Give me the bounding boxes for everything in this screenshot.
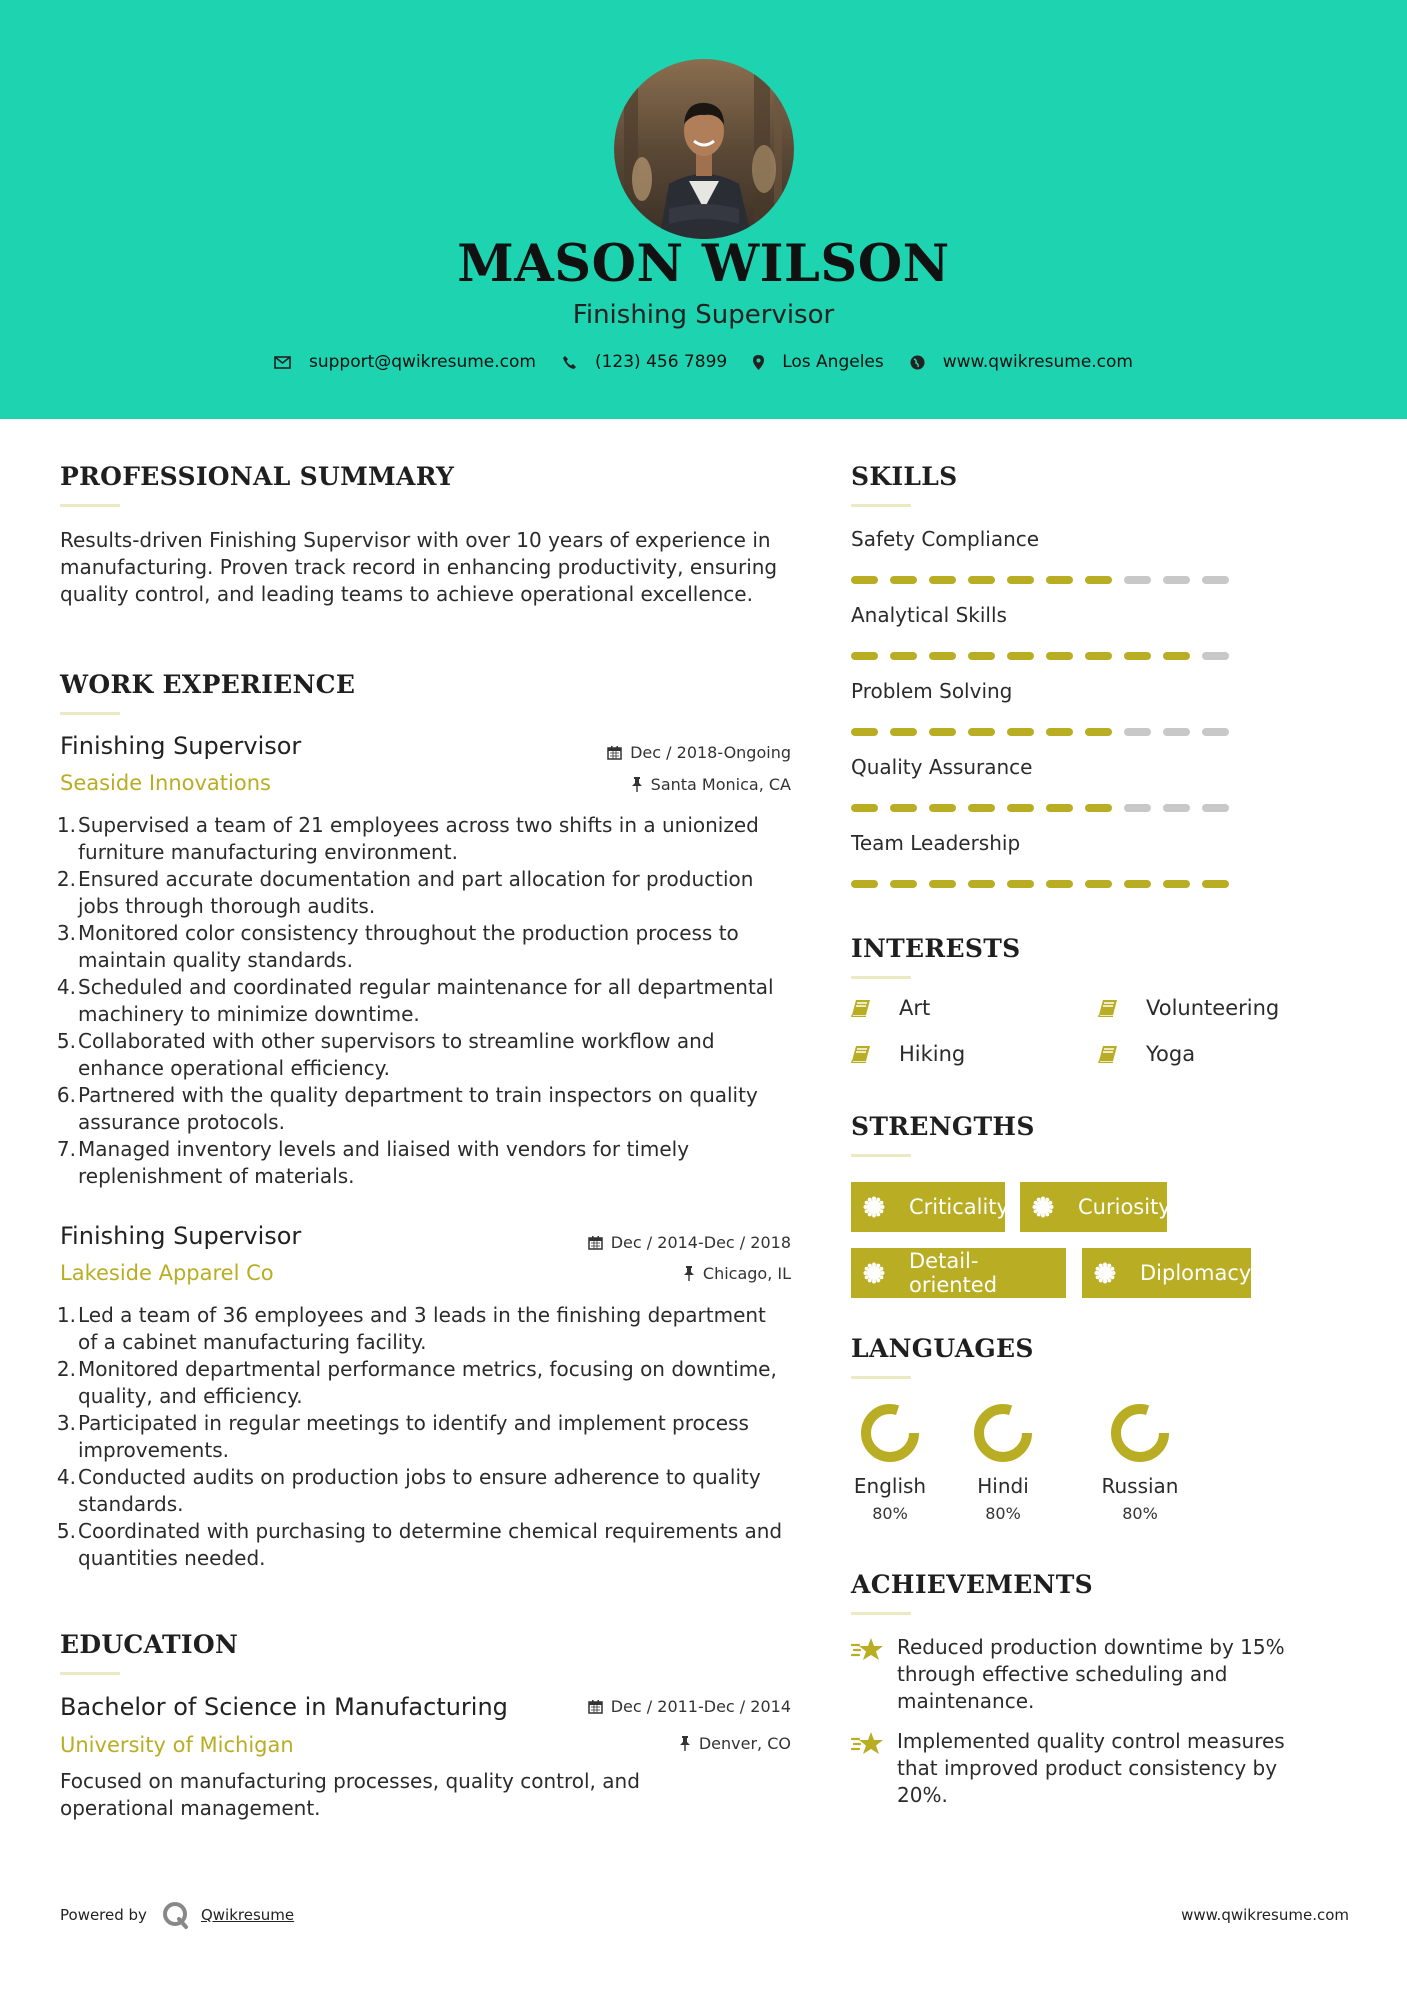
language-progress-ring — [830, 1402, 950, 1464]
job-1-company: Seaside Innovations — [60, 771, 271, 795]
powered-by-label: Powered by — [60, 1906, 147, 1924]
language-percent: 80% — [1122, 1504, 1158, 1523]
responsibility-text: Supervised a team of 21 employees across two shifts in a unionized furniture manufacturing environment. — [78, 813, 759, 864]
rating-dot-filled — [1085, 576, 1112, 584]
job-1-dates-text: Dec / 2018-Ongoing — [630, 743, 791, 762]
skill-name: Problem Solving — [851, 679, 1013, 703]
rating-dot-empty — [1202, 576, 1229, 584]
interest-item — [1098, 1042, 1195, 1066]
strength-chip — [851, 1248, 1066, 1298]
skill-rating — [851, 880, 1241, 888]
responsibility-item — [56, 812, 790, 866]
rating-dot-empty — [1202, 804, 1229, 812]
education-heading: EDUCATION — [60, 1630, 239, 1659]
rating-dot-filled — [929, 880, 956, 888]
education-location — [480, 1734, 791, 1753]
rating-dot-filled — [851, 652, 878, 660]
calendar-icon — [588, 1699, 603, 1714]
rating-dot-filled — [1124, 880, 1151, 888]
achievement-item — [851, 1634, 1321, 1715]
responsibility-item — [56, 1082, 790, 1136]
badge-icon — [863, 1262, 897, 1284]
interests-heading-underline — [851, 976, 911, 979]
strength-label: Detail-oriented — [909, 1249, 998, 1297]
responsibility-item — [56, 1136, 790, 1190]
pushpin-icon — [679, 1736, 691, 1751]
strength-label: Diplomacy — [1140, 1261, 1252, 1285]
location-text: Los Angeles — [782, 352, 884, 372]
language-name: Russian — [1101, 1474, 1179, 1498]
rating-dot-filled — [1163, 652, 1190, 660]
rating-dot-filled — [1085, 804, 1112, 812]
skill-rating — [851, 576, 1241, 584]
rating-dot-filled — [1007, 652, 1034, 660]
candidate-title: Finishing Supervisor — [572, 300, 835, 330]
rating-dot-filled — [1046, 576, 1073, 584]
responsibility-number: 1. — [56, 1303, 76, 1327]
rating-dot-filled — [1046, 728, 1073, 736]
rating-dot-empty — [1124, 804, 1151, 812]
language-item — [830, 1402, 950, 1523]
book-icon — [851, 999, 885, 1017]
responsibility-text: Monitored departmental performance metrics, focusing on downtime, quality, and efficiency. — [78, 1357, 777, 1408]
rating-dot-filled — [968, 880, 995, 888]
achievements-heading: ACHIEVEMENTS — [851, 1570, 1093, 1599]
education-heading-underline — [60, 1672, 120, 1675]
responsibility-text: Conducted audits on production jobs to ensure adherence to quality standards. — [78, 1465, 761, 1516]
rating-dot-filled — [929, 804, 956, 812]
achievement-text: Implemented quality control measures that improved product consistency by 20%. — [897, 1729, 1285, 1807]
rating-dot-filled — [929, 728, 956, 736]
rating-dot-filled — [1124, 652, 1151, 660]
responsibility-number: 2. — [56, 867, 76, 891]
interest-label: Yoga — [1146, 1042, 1196, 1066]
responsibility-number: 4. — [56, 975, 76, 999]
job-2-company: Lakeside Apparel Co — [60, 1261, 274, 1285]
strengths-heading: STRENGTHS — [851, 1112, 1035, 1141]
calendar-icon — [607, 745, 622, 760]
rating-dot-filled — [1046, 880, 1073, 888]
rating-dot-empty — [1124, 576, 1151, 584]
education-school: University of Michigan — [60, 1733, 294, 1757]
map-pin-icon — [753, 355, 764, 370]
rating-dot-filled — [890, 652, 917, 660]
rating-dot-empty — [1163, 804, 1190, 812]
responsibility-number: 1. — [56, 813, 76, 837]
skill-name: Safety Compliance — [851, 527, 1040, 551]
education-location-text: Denver, CO — [698, 1734, 791, 1753]
badge-icon — [863, 1196, 897, 1218]
pushpin-icon — [683, 1266, 695, 1281]
responsibility-number: 3. — [56, 1411, 76, 1435]
job-2-location-text: Chicago, IL — [702, 1264, 791, 1283]
responsibility-item — [56, 1028, 790, 1082]
star-icon — [851, 1730, 885, 1809]
book-icon — [851, 1045, 885, 1063]
responsibility-item — [56, 1302, 790, 1356]
strength-chip — [851, 1182, 1009, 1232]
achievements-heading-underline — [851, 1612, 911, 1615]
profile-photo — [614, 59, 794, 239]
language-progress-ring — [943, 1402, 1063, 1464]
rating-dot-filled — [1007, 728, 1034, 736]
responsibility-item — [56, 1464, 790, 1518]
rating-dot-empty — [1202, 652, 1229, 660]
job-1-responsibilities — [56, 812, 790, 1190]
achievement-item — [851, 1728, 1321, 1809]
interest-label: Art — [899, 996, 931, 1020]
responsibility-text: Scheduled and coordinated regular maintenance for all departmental machinery to minimize downtime. — [78, 975, 774, 1026]
rating-dot-filled — [968, 652, 995, 660]
qwikresume-logo-icon — [161, 1900, 191, 1930]
rating-dot-filled — [851, 880, 878, 888]
responsibility-number: 2. — [56, 1357, 76, 1381]
job-2-dates-text: Dec / 2014-Dec / 2018 — [610, 1233, 791, 1252]
job-2-title: Finishing Supervisor — [60, 1222, 302, 1250]
website-text: www.qwikresume.com — [942, 352, 1133, 372]
rating-dot-filled — [1007, 880, 1034, 888]
rating-dot-filled — [851, 576, 878, 584]
responsibility-number: 7. — [56, 1137, 76, 1161]
job-1-location — [480, 775, 791, 794]
envelope-icon — [274, 356, 291, 369]
rating-dot-filled — [968, 728, 995, 736]
interest-item — [1098, 996, 1279, 1020]
interests-heading: INTERESTS — [851, 934, 1021, 963]
skill-name: Quality Assurance — [851, 755, 1033, 779]
pushpin-icon — [631, 777, 643, 792]
rating-dot-filled — [968, 804, 995, 812]
responsibility-number: 4. — [56, 1465, 76, 1489]
responsibility-text: Collaborated with other supervisors to streamline workflow and enhance operational efficiency. — [78, 1029, 715, 1080]
skills-heading: SKILLS — [851, 462, 958, 491]
footer-website[interactable]: www.qwikresume.com — [1181, 1906, 1349, 1924]
phone-icon — [562, 355, 577, 370]
powered-by — [60, 1900, 294, 1930]
responsibility-item — [56, 974, 790, 1028]
interest-item — [851, 996, 930, 1020]
rating-dot-empty — [1124, 728, 1151, 736]
strength-chip — [1082, 1248, 1251, 1298]
responsibility-number: 3. — [56, 921, 76, 945]
skill-rating — [851, 804, 1241, 812]
book-icon — [1098, 999, 1132, 1017]
responsibility-item — [56, 1410, 790, 1464]
interest-label: Hiking — [899, 1042, 966, 1066]
rating-dot-filled — [1046, 652, 1073, 660]
rating-dot-filled — [1007, 804, 1034, 812]
language-name: Hindi — [977, 1474, 1029, 1498]
rating-dot-filled — [929, 652, 956, 660]
language-name: English — [853, 1474, 927, 1498]
rating-dot-filled — [1163, 880, 1190, 888]
language-percent: 80% — [985, 1504, 1021, 1523]
responsibility-number: 5. — [56, 1519, 76, 1543]
skills-heading-underline — [851, 504, 911, 507]
rating-dot-filled — [851, 728, 878, 736]
rating-dot-filled — [890, 728, 917, 736]
rating-dot-filled — [890, 880, 917, 888]
rating-dot-filled — [1202, 880, 1229, 888]
responsibility-item — [56, 1518, 790, 1572]
education-degree: Bachelor of Science in Manufacturing — [60, 1693, 508, 1721]
calendar-icon — [588, 1235, 603, 1250]
job-1-location-text: Santa Monica, CA — [650, 775, 791, 794]
email-text: support@qwikresume.com — [309, 352, 536, 372]
responsibility-text: Monitored color consistency throughout the production process to maintain quality standards. — [78, 921, 739, 972]
rating-dot-filled — [1085, 728, 1112, 736]
rating-dot-filled — [851, 804, 878, 812]
contact-location — [753, 352, 884, 372]
language-item — [943, 1402, 1063, 1523]
strength-label: Curiosity — [1078, 1195, 1171, 1219]
rating-dot-filled — [929, 576, 956, 584]
responsibility-item — [56, 1356, 790, 1410]
rating-dot-filled — [890, 576, 917, 584]
experience-heading: WORK EXPERIENCE — [60, 670, 356, 699]
language-item — [1080, 1402, 1200, 1523]
responsibility-text: Ensured accurate documentation and part allocation for production jobs through thorough audits. — [78, 867, 754, 918]
skill-rating — [851, 728, 1241, 736]
responsibility-text: Partnered with the quality department to train inspectors on quality assurance protocols. — [78, 1083, 758, 1134]
job-2-dates — [480, 1233, 791, 1252]
responsibility-text: Managed inventory levels and liaised with vendors for timely replenishment of materials. — [78, 1137, 690, 1188]
phone-text: (123) 456 7899 — [594, 352, 728, 372]
languages-heading: LANGUAGES — [851, 1334, 1034, 1363]
rating-dot-filled — [1007, 576, 1034, 584]
interest-label: Volunteering — [1146, 996, 1280, 1020]
responsibility-text: Coordinated with purchasing to determine chemical requirements and quantities needed. — [78, 1519, 783, 1570]
interest-item — [851, 1042, 965, 1066]
experience-heading-underline — [60, 712, 120, 715]
contact-phone[interactable] — [562, 352, 727, 372]
language-progress-ring — [1080, 1402, 1200, 1464]
rating-dot-filled — [1085, 880, 1112, 888]
skill-rating — [851, 652, 1241, 660]
skill-name: Analytical Skills — [851, 603, 1007, 627]
job-2-location — [480, 1264, 791, 1283]
summary-heading-underline — [60, 504, 120, 507]
skill-name: Team Leadership — [851, 831, 1021, 855]
rating-dot-empty — [1202, 728, 1229, 736]
job-1-title: Finishing Supervisor — [60, 732, 302, 760]
rating-dot-empty — [1163, 728, 1190, 736]
job-1-dates — [480, 743, 791, 762]
qwikresume-link[interactable]: Qwikresume — [200, 1906, 295, 1924]
education-dates — [480, 1697, 791, 1716]
summary-text: Results-driven Finishing Supervisor with over 10 years of experience in manufacturing. Proven track record in enhancing productivity, ensuring quality control, and leading teams to achieve operational excellence. — [60, 528, 778, 606]
responsibility-item — [56, 920, 790, 974]
candidate-name: MASON WILSON — [457, 234, 950, 294]
language-percent: 80% — [872, 1504, 908, 1523]
job-2-responsibilities — [56, 1302, 790, 1572]
responsibility-text: Led a team of 36 employees and 3 leads in the finishing department of a cabinet manufacturing facility. — [78, 1303, 766, 1354]
strength-chip — [1020, 1182, 1171, 1232]
book-icon — [1098, 1045, 1132, 1063]
responsibility-text: Participated in regular meetings to identify and implement process improvements. — [78, 1411, 749, 1462]
education-description: Focused on manufacturing processes, quality control, and operational management. — [60, 1769, 640, 1820]
responsibility-number: 6. — [56, 1083, 76, 1107]
strengths-heading-underline — [851, 1154, 911, 1157]
badge-icon — [1094, 1262, 1128, 1284]
rating-dot-filled — [890, 804, 917, 812]
responsibility-item — [56, 866, 790, 920]
strength-label: Criticality — [909, 1195, 1009, 1219]
resume-header — [0, 0, 1407, 419]
responsibility-number: 5. — [56, 1029, 76, 1053]
summary-heading: PROFESSIONAL SUMMARY — [60, 462, 455, 491]
contact-bar — [0, 352, 1407, 372]
contact-email[interactable] — [274, 352, 536, 372]
languages-heading-underline — [851, 1376, 911, 1379]
rating-dot-empty — [1163, 576, 1190, 584]
globe-icon — [910, 355, 925, 370]
contact-website[interactable] — [910, 352, 1133, 372]
rating-dot-filled — [968, 576, 995, 584]
rating-dot-filled — [1085, 652, 1112, 660]
badge-icon — [1032, 1196, 1066, 1218]
rating-dot-filled — [1046, 804, 1073, 812]
achievement-text: Reduced production downtime by 15% through effective scheduling and maintenance. — [897, 1635, 1285, 1713]
education-dates-text: Dec / 2011-Dec / 2014 — [610, 1697, 791, 1716]
star-icon — [851, 1636, 885, 1715]
